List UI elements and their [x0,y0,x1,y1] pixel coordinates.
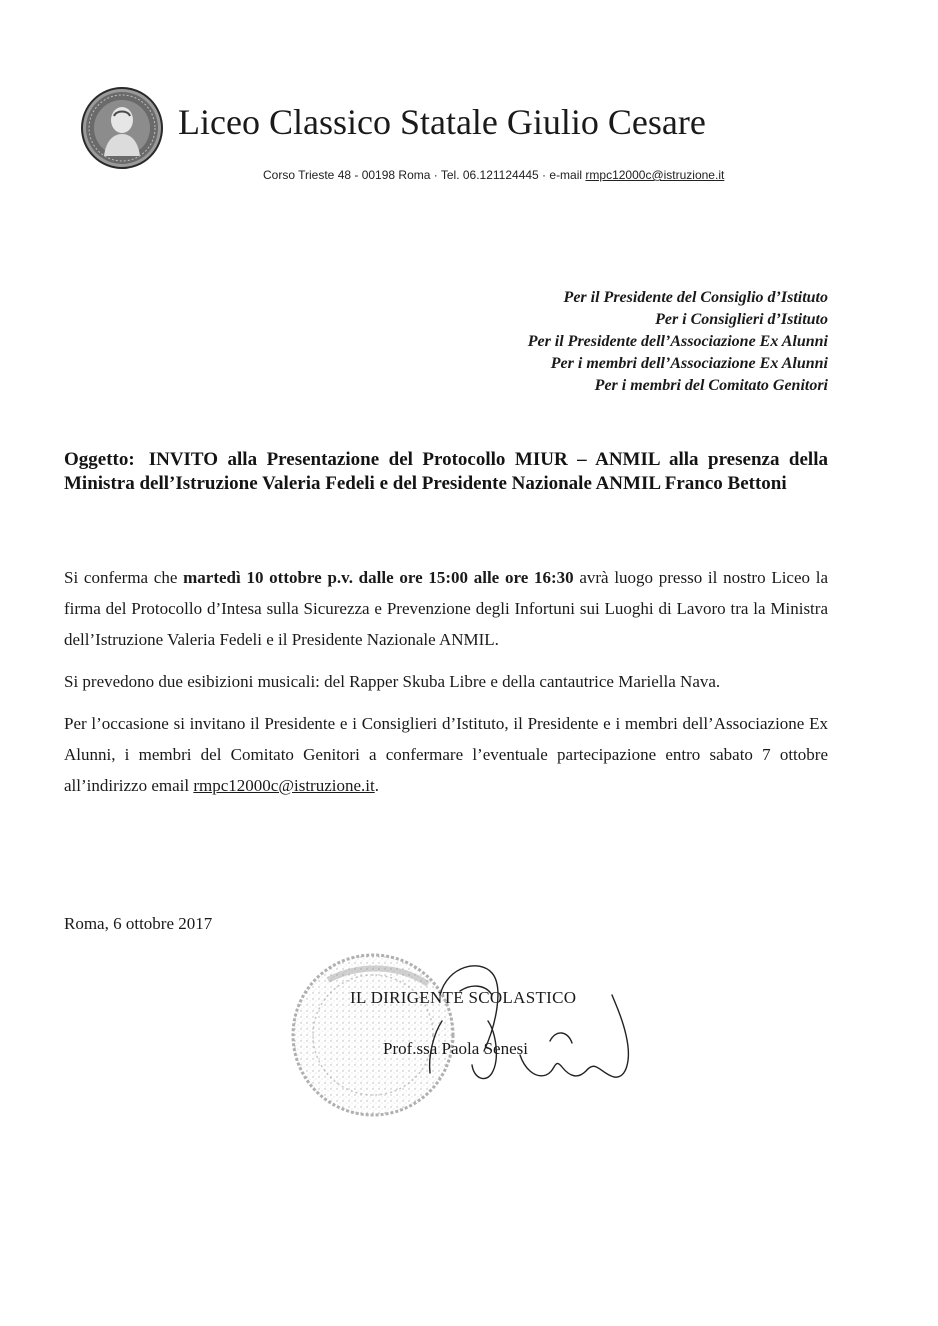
contact-text: Corso Trieste 48 - 00198 Roma · Tel. 06.121124445 · e-mail [263,168,586,182]
body-text-run: avrà luogo presso il nostro Liceo la firma del Protocollo d’Intesa sulla Sicurezza e Prevenzione degli Infortuni sui Luoghi di Lavoro tra la Ministra dell’Istruzione Valeria Fedeli e il Presidente Nazionale ANMIL. [64,568,829,649]
signatory-title: IL DIRIGENTE SCOLASTICO [350,988,577,1007]
recipient-line: Per i membri del Comitato Genitori [594,377,828,394]
school-seal-icon [80,86,164,170]
recipient-line: Per il Presidente dell’Associazione Ex Alunni [527,333,828,350]
letter-date: Roma, 6 ottobre 2017 [64,914,213,933]
subject-label: Oggetto: [64,449,135,470]
contact-line [263,167,724,183]
school-name: Liceo Classico Statale Giulio Cesare [178,102,706,142]
handwritten-signature-icon [400,955,640,1095]
letter-body [64,562,828,812]
body-paragraph-1 [64,562,828,655]
body-text-run: . [374,776,379,795]
recipient-line: Per i membri dell’Associazione Ex Alunni [550,355,828,372]
recipient-line: Per il Presidente del Consiglio d’Istituto [563,289,828,306]
body-paragraph-3 [64,708,828,801]
event-datetime: martedì 10 ottobre p.v. dalle ore 15:00 alle ore 16:30 [183,568,574,587]
body-paragraph-2: Si prevedono due esibizioni musicali: del Rapper Skuba Libre e della cantautrice Mariella Nava. [64,672,721,691]
contact-email-link[interactable]: rmpc12000c@istruzione.it [585,168,725,182]
recipient-line: Per i Consiglieri d’Istituto [655,311,828,328]
signatory-name: Prof.ssa Paola Senesi [383,1039,528,1058]
subject-block [64,448,828,496]
body-text-run: Si conferma che [64,568,184,587]
rsvp-email-link[interactable]: rmpc12000c@istruzione.it [193,776,375,795]
body-text-run: Per l’occasione si invitano il Presidente e i Consiglieri d’Istituto, il Presidente e i membri dell’Associazione Ex Alunni, i membri del Comitato Genitori a confermare l’eventuale partecipazione entro sabato 7 ottobre all’indirizzo email [64,714,828,795]
subject-text: INVITO alla Presentazione del Protocollo MIUR – ANMIL alla presenza della Ministra dell’Istruzione Valeria Fedeli e del Presidente Nazionale ANMIL Franco Bettoni [64,449,828,494]
recipient-list [308,287,828,397]
